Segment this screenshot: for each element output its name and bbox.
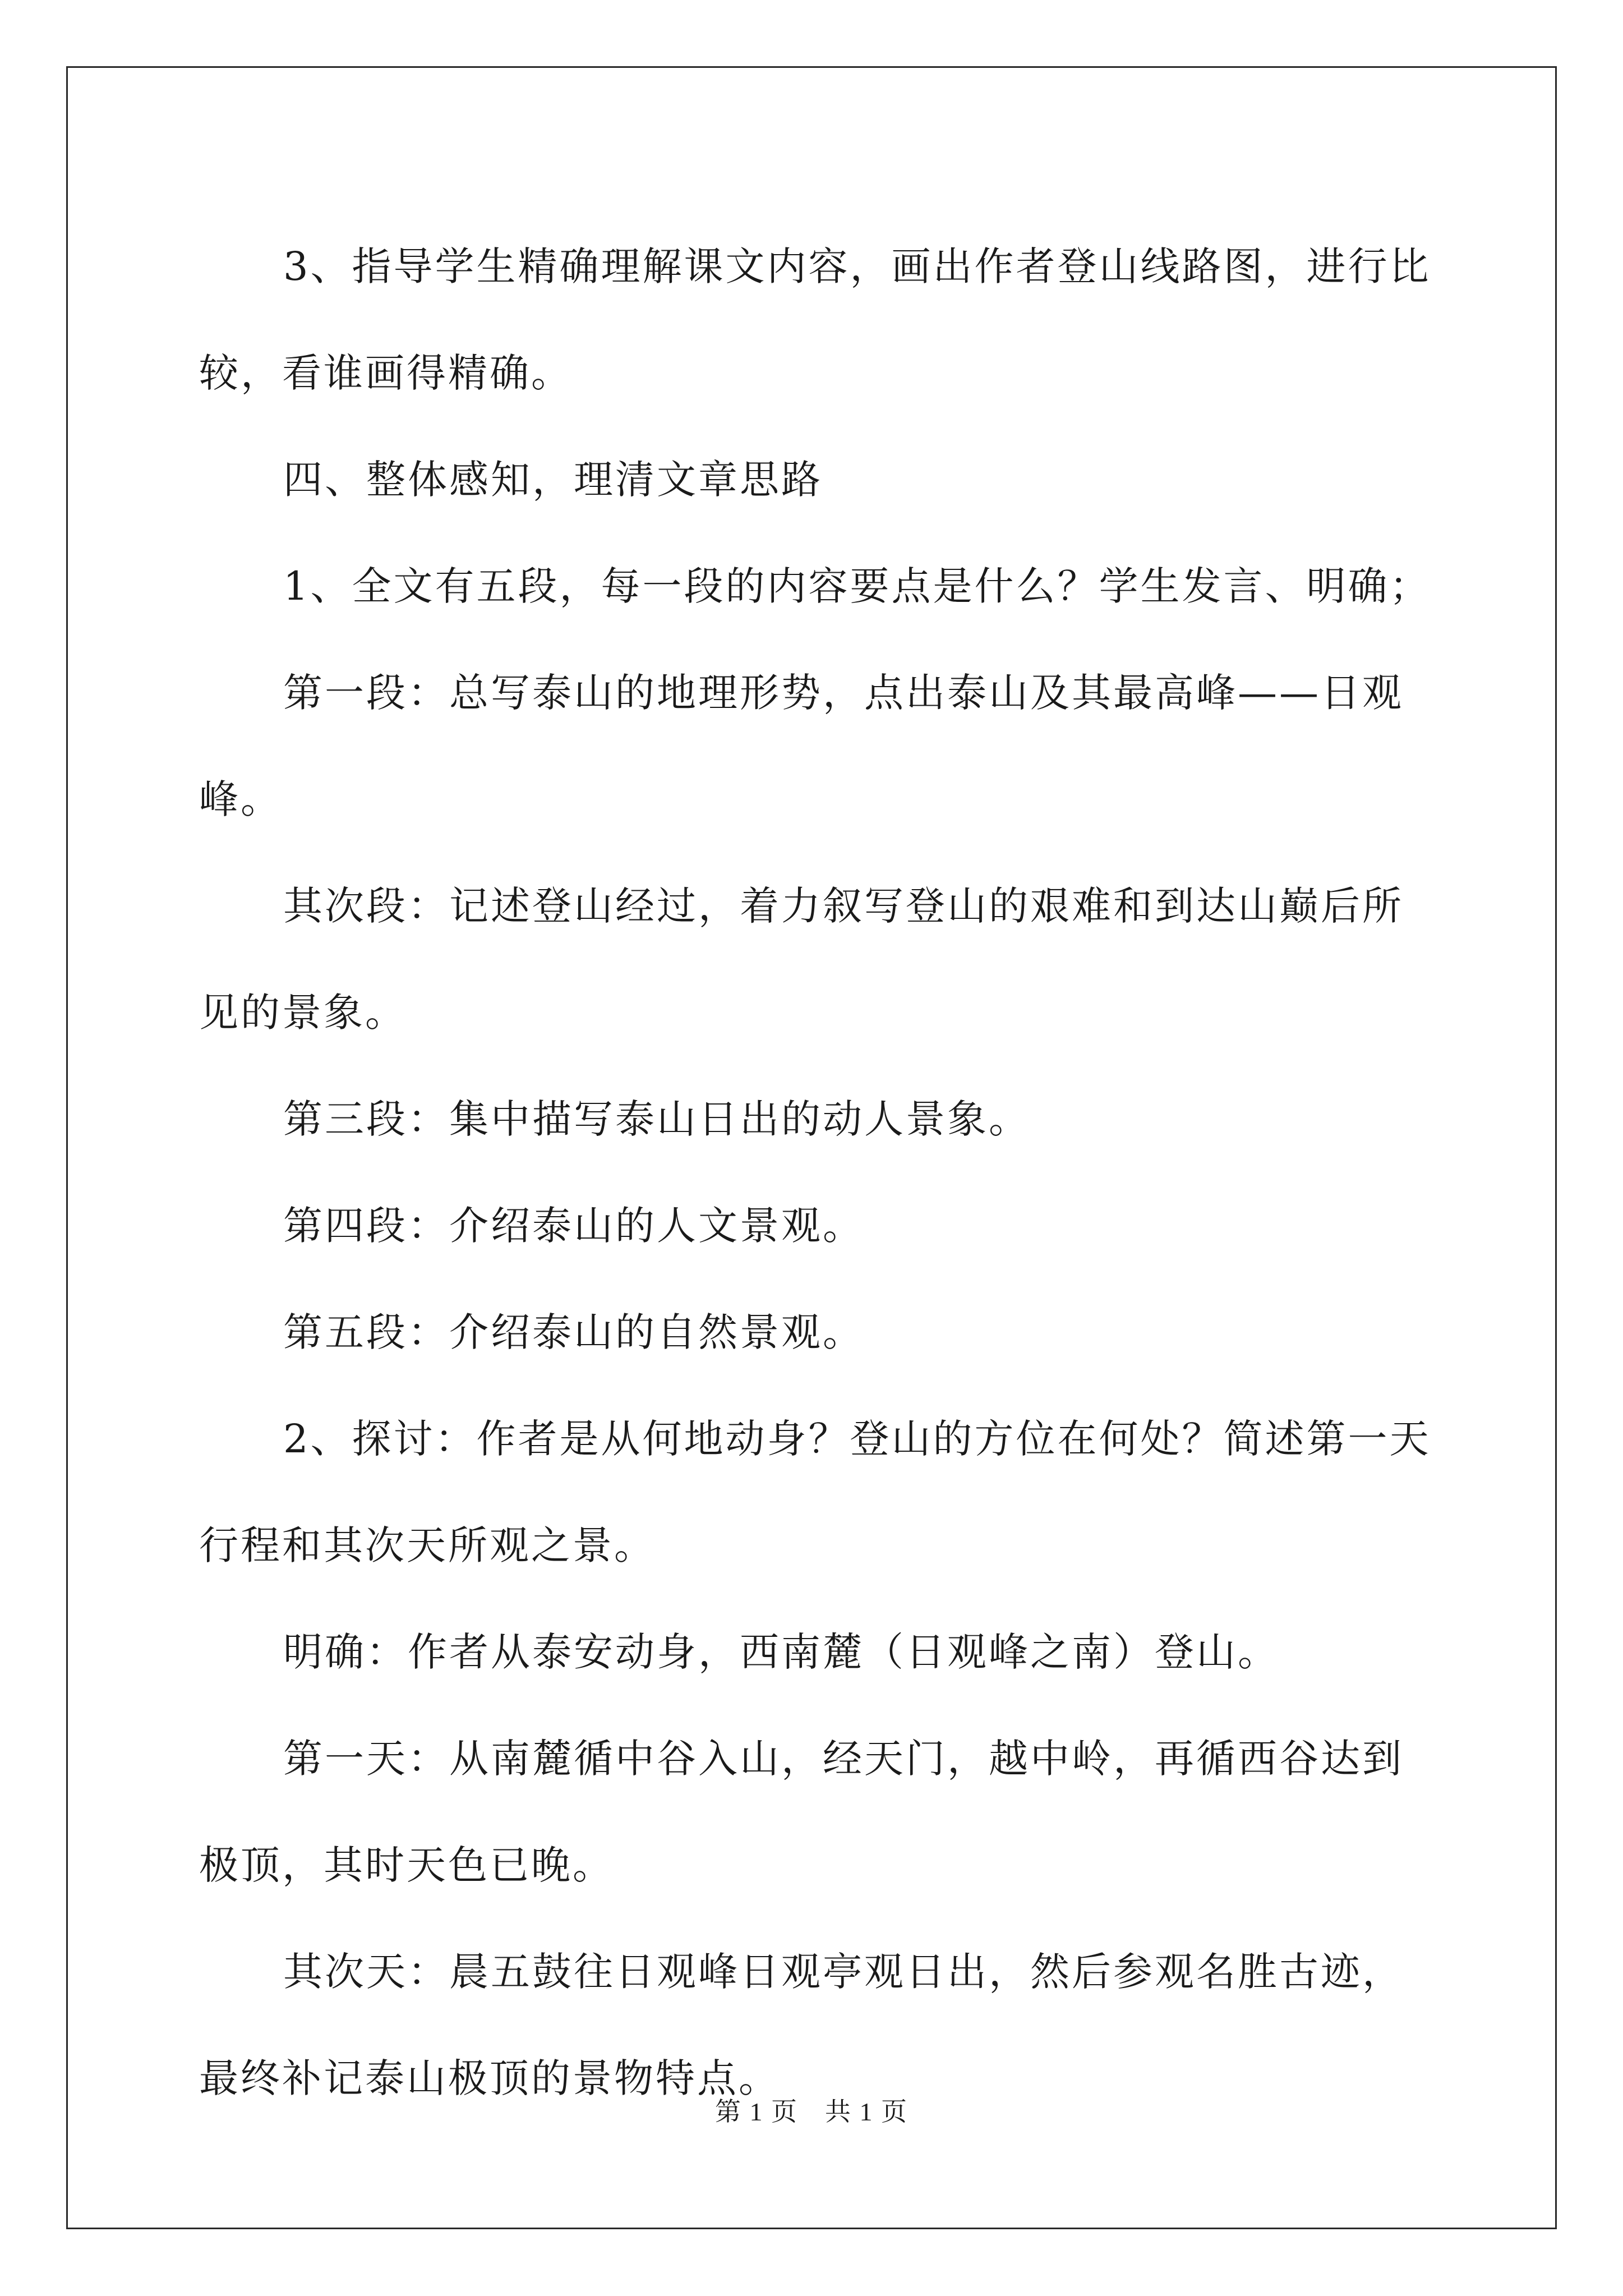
paragraph-day-2: 其次天：晨五鼓往日观峰日观亭观日出，然后参观名胜古迹，最终补记泰山极顶的景物特点。 [199, 1949, 1404, 2101]
paragraph-question-2: 2、探讨：作者是从何地动身？登山的方位在何处？简述第一天行程和其次天所观之景。 [199, 1416, 1431, 1568]
paragraph-question-1: 1、全文有五段，每一段的内容要点是什么？学生发言、明确； [283, 563, 1431, 609]
page-number-footer: 第 1 页 共 1 页 [715, 2097, 908, 2126]
paragraph-step-3: 3、指导学生精确理解课文内容，画出作者登山线路图，进行比较，看谁画得精确。 [199, 243, 1431, 396]
paragraph-day-1: 第一天：从南麓循中谷入山，经天门，越中岭，再循西谷达到极顶，其时天色已晚。 [199, 1736, 1404, 1888]
paragraph-section-2: 其次段：记述登山经过，着力叙写登山的艰难和到达山巅后所见的景象。 [199, 883, 1404, 1036]
paragraph-answer: 明确：作者从泰安动身，西南麓（日观峰之南）登山。 [283, 1629, 1279, 1675]
document-body [199, 213, 1438, 2132]
paragraph-section-1: 第一段：总写泰山的地理形势，点出泰山及其最高峰——日观峰。 [199, 670, 1404, 822]
paragraph-section-5: 第五段：介绍泰山的自然景观。 [283, 1309, 864, 1355]
section-heading-overall-perception: 四、整体感知，理清文章思路 [283, 457, 823, 503]
paragraph-section-4: 第四段：介绍泰山的人文景观。 [283, 1203, 864, 1249]
paragraph-section-3: 第三段：集中描写泰山日出的动人景象。 [283, 1096, 1030, 1142]
